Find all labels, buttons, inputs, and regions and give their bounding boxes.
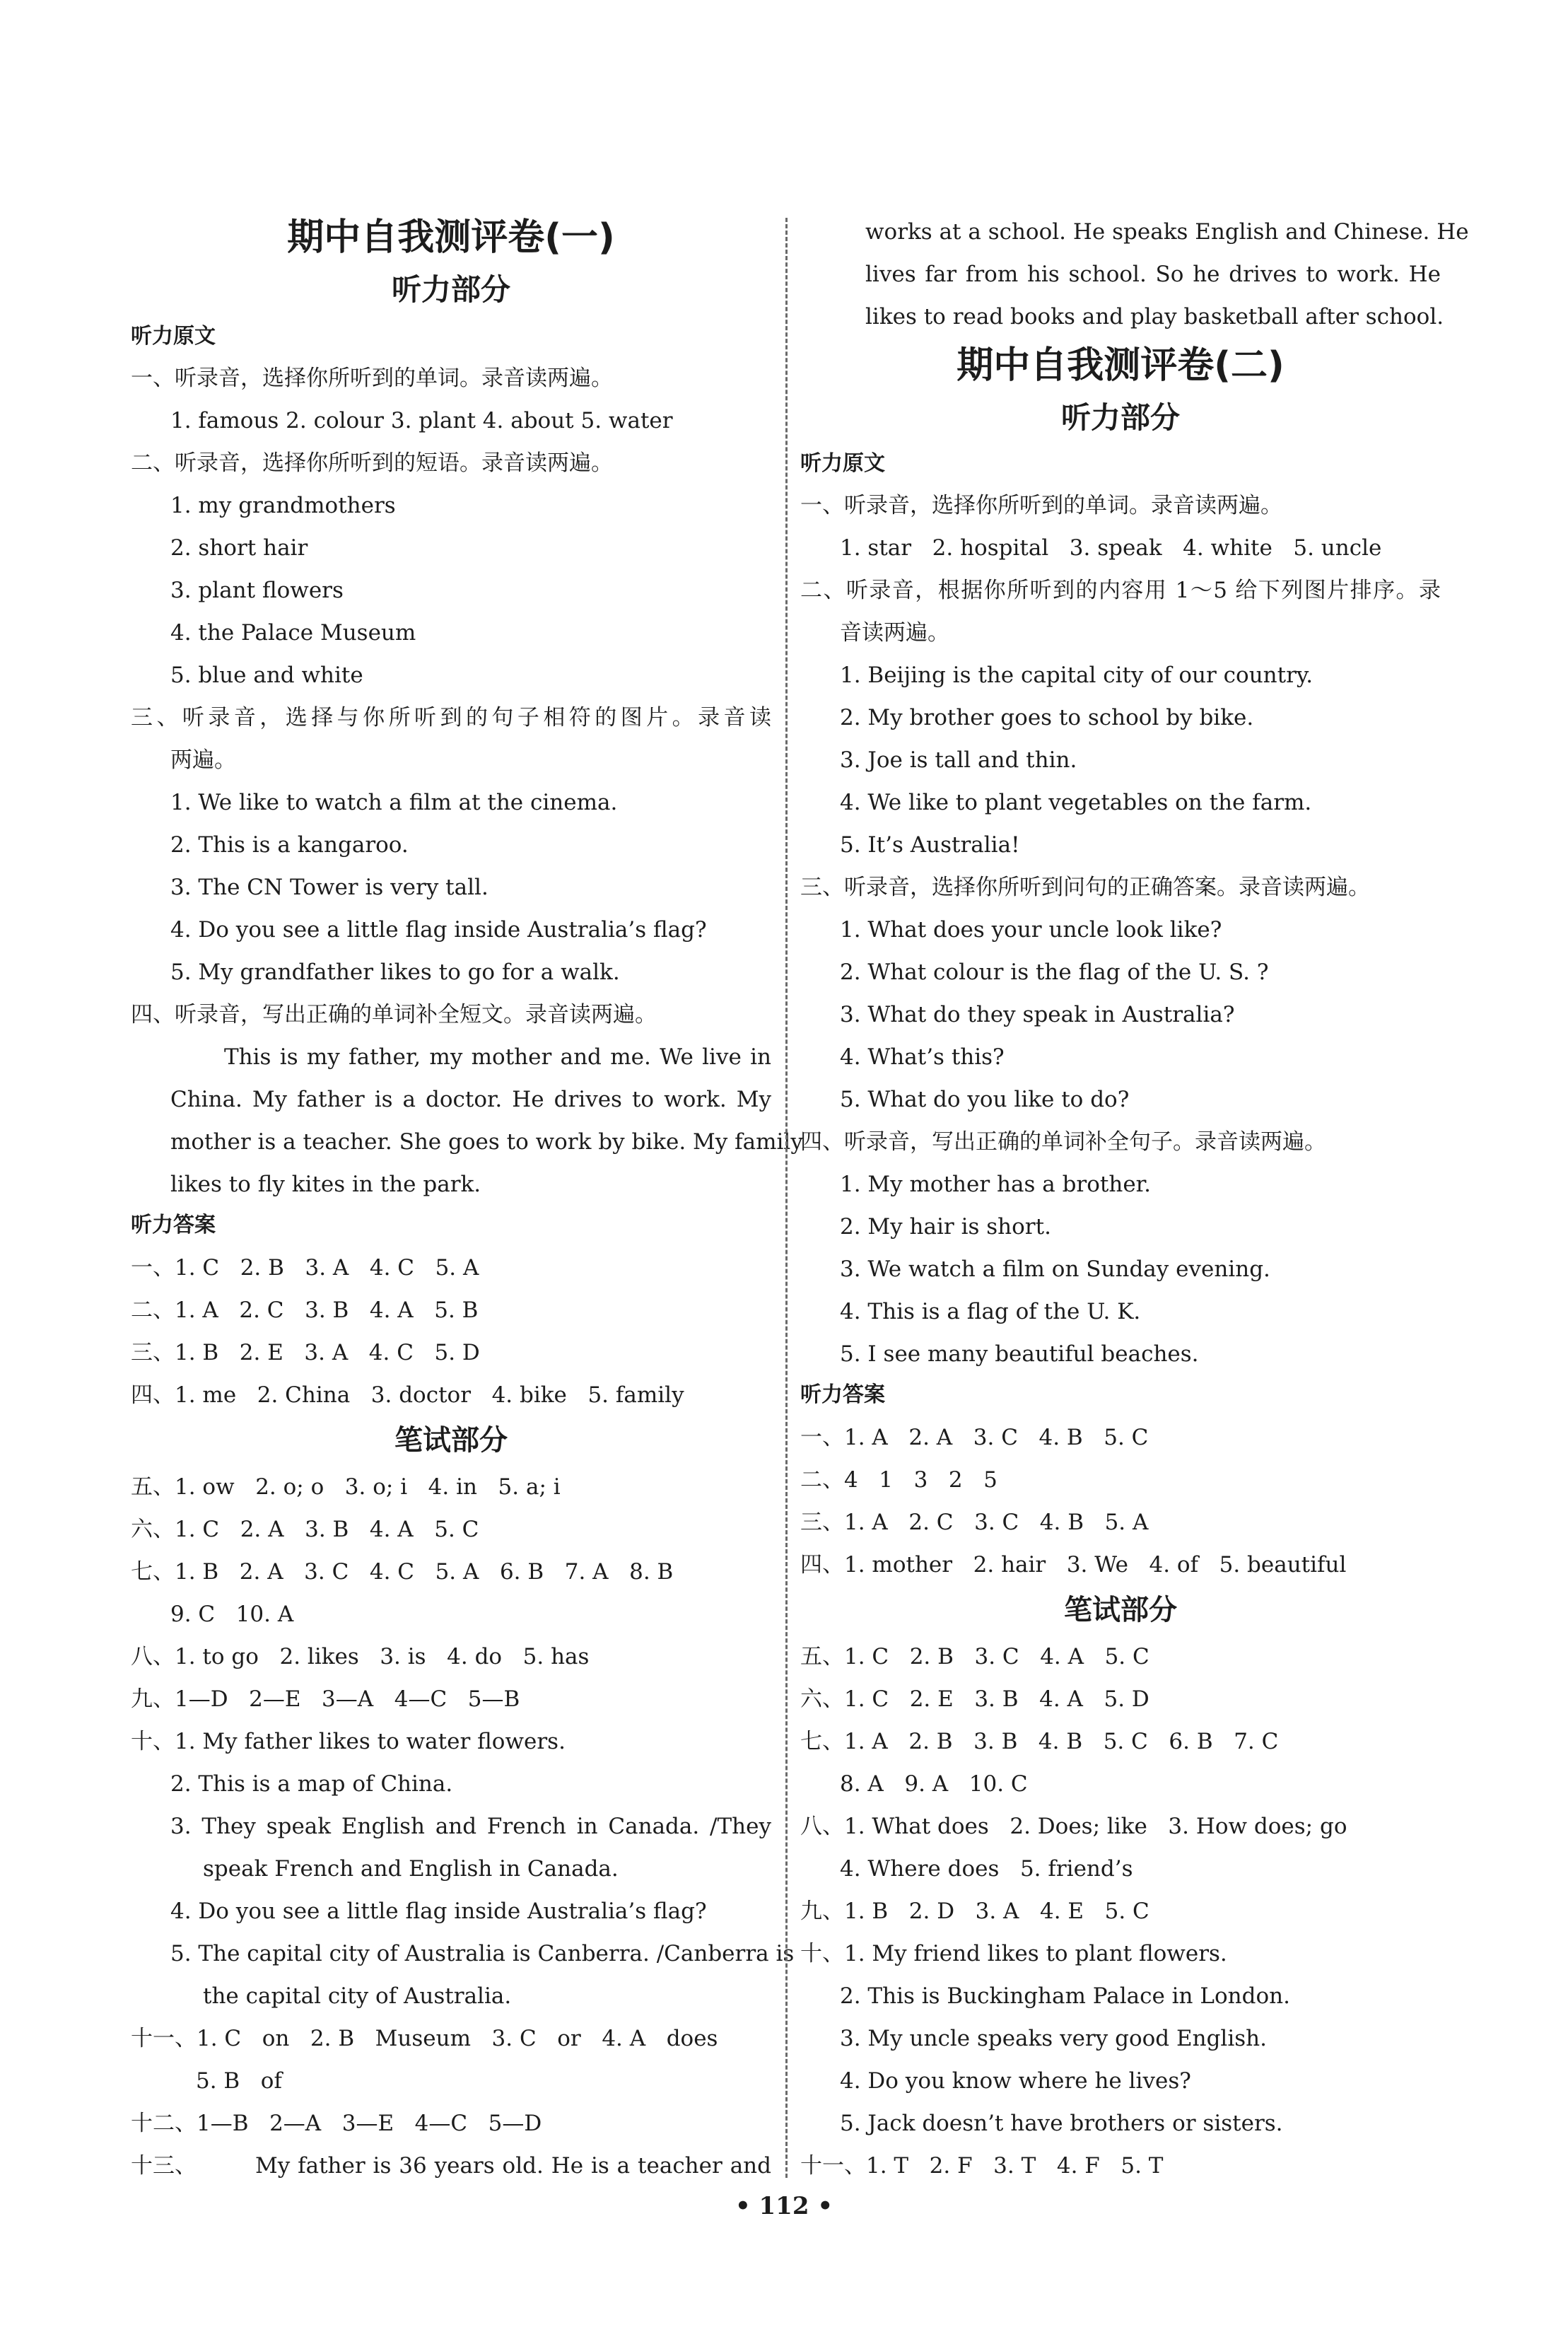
list-item: 2. short hair <box>170 535 308 561</box>
answer-row: 4. Do you see a little flag inside Australia’s flag? <box>170 1899 707 1924</box>
answer-row: 十二、1—B 2—A 3—E 4—C 5—D <box>131 2111 542 2136</box>
list-item: 4. What’s this? <box>840 1044 1005 1070</box>
q1-heading: 一、听录音，选择你所听到的单词。录音读两遍。 <box>800 493 1282 518</box>
list-item: 1. Beijing is the capital city of our country. <box>840 663 1314 688</box>
answer-row: 八、1. What does 2. Does; like 3. How does; go <box>800 1814 1347 1839</box>
q2-heading-cont: 音读两遍。 <box>840 620 949 646</box>
answer-row: 一、1. C 2. B 3. A 4. C 5. A <box>131 1255 479 1281</box>
q3-heading: 三、听录音，选择你所听到问句的正确答案。录音读两遍。 <box>800 875 1370 900</box>
answer-row: 5. Jack doesn’t have brothers or sisters. <box>840 2111 1283 2136</box>
list-item: 3. plant flowers <box>170 578 344 603</box>
q4-heading: 四、听录音，写出正确的单词补全句子。录音读两遍。 <box>800 1129 1326 1155</box>
answer-row: 9. C 10. A <box>170 1602 294 1627</box>
answer-row: 四、1. me 2. China 3. doctor 4. bike 5. family <box>131 1382 684 1408</box>
answers-label: 听力答案 <box>800 1382 885 1407</box>
answer-row: 七、1. B 2. A 3. C 4. C 5. A 6. B 7. A 8. B <box>131 1559 674 1585</box>
answer-row: 5. B of <box>196 2068 282 2094</box>
q3-heading-cont: 两遍。 <box>170 747 236 773</box>
list-item: 2. My brother goes to school by bike. <box>840 705 1254 730</box>
paragraph-line: likes to fly kites in the park. <box>170 1172 481 1197</box>
test-title: 期中自我测评卷(二) <box>956 344 1285 387</box>
answer-row: 五、1. ow 2. o; o 3. o; i 4. in 5. a; i <box>131 1474 561 1500</box>
paragraph-line: lives far from his school. So he drives to work. He <box>865 262 1441 287</box>
q1-items: 1. star 2. hospital 3. speak 4. white 5. uncle <box>840 535 1382 561</box>
list-item: 1. my grandmothers <box>170 493 396 518</box>
paragraph-line: mother is a teacher. She goes to work by bike. My family <box>170 1129 803 1155</box>
answer-row: 三、1. B 2. E 3. A 4. C 5. D <box>131 1340 480 1365</box>
page-number: • 112 • <box>735 2192 833 2220</box>
list-item: 5. What do you like to do? <box>840 1087 1130 1112</box>
list-item: 1. What does your uncle look like? <box>840 917 1222 943</box>
answer-row: 5. The capital city of Australia is Canberra. /Canberra is <box>170 1941 795 1966</box>
list-item: 4. We like to plant vegetables on the farm. <box>840 790 1312 815</box>
answer-row: 4. Do you know where he lives? <box>840 2068 1191 2094</box>
answer-label: 十三、 <box>131 2153 197 2179</box>
list-item: 2. This is a kangaroo. <box>170 832 409 858</box>
answer-row: 二、4 1 3 2 5 <box>800 1467 997 1493</box>
list-item: 2. My hair is short. <box>840 1214 1051 1240</box>
answer-row: 六、1. C 2. E 3. B 4. A 5. D <box>800 1686 1149 1712</box>
listening-heading: 听力部分 <box>391 272 510 307</box>
answer-row: 一、1. A 2. A 3. C 4. B 5. C <box>800 1425 1149 1450</box>
answer-row: 四、1. mother 2. hair 3. We 4. of 5. beautiful <box>800 1552 1347 1578</box>
paragraph-line: works at a school. He speaks English and Chinese. He <box>865 219 1469 245</box>
list-item: 2. What colour is the flag of the U. S. ? <box>840 960 1269 985</box>
answer-row: 2. This is a map of China. <box>170 1771 453 1797</box>
answer-row: 十、1. My friend likes to plant flowers. <box>800 1941 1227 1966</box>
list-item: 3. We watch a film on Sunday evening. <box>840 1257 1270 1282</box>
list-item: 5. blue and white <box>170 663 363 688</box>
listening-heading: 听力部分 <box>1060 400 1180 435</box>
written-heading: 笔试部分 <box>1064 1594 1177 1626</box>
q2-heading: 二、听录音，选择你所听到的短语。录音读两遍。 <box>131 450 613 476</box>
answer-row: 九、1—D 2—E 3—A 4—C 5—B <box>131 1686 520 1712</box>
list-item: 4. Do you see a little flag inside Australia’s flag? <box>170 917 707 943</box>
column-divider <box>785 218 788 2178</box>
written-heading: 笔试部分 <box>394 1424 508 1457</box>
list-item: 3. The CN Tower is very tall. <box>170 875 488 900</box>
paragraph-line: This is my father, my mother and me. We live in <box>224 1044 771 1070</box>
paragraph-line: China. My father is a doctor. He drives to work. My <box>170 1087 771 1112</box>
answers-label: 听力答案 <box>131 1213 216 1237</box>
list-item: 5. My grandfather likes to go for a walk. <box>170 960 620 985</box>
answer-row: 七、1. A 2. B 3. B 4. B 5. C 6. B 7. C <box>800 1729 1279 1754</box>
list-item: 5. I see many beautiful beaches. <box>840 1341 1199 1367</box>
test-title: 期中自我测评卷(一) <box>287 216 615 259</box>
answer-row: 3. My uncle speaks very good English. <box>840 2026 1267 2051</box>
answer-row: 九、1. B 2. D 3. A 4. E 5. C <box>800 1899 1149 1924</box>
q1-heading: 一、听录音，选择你所听到的单词。录音读两遍。 <box>131 366 613 391</box>
answer-row: 3. They speak English and French in Canada. /They <box>170 1814 771 1839</box>
answer-row: 三、1. A 2. C 3. C 4. B 5. A <box>800 1510 1149 1535</box>
list-item: 4. the Palace Museum <box>170 620 416 646</box>
q1-items: 1. famous 2. colour 3. plant 4. about 5. water <box>170 408 673 433</box>
answer-row: 十一、1. C on 2. B Museum 3. C or 4. A does <box>131 2026 718 2051</box>
answer-row: speak French and English in Canada. <box>203 1856 619 1882</box>
q2-heading: 二、听录音，根据你所听到的内容用 1～5 给下列图片排序。录 <box>800 578 1441 603</box>
q4-heading: 四、听录音，写出正确的单词补全短文。录音读两遍。 <box>131 1002 657 1027</box>
transcript-label: 听力原文 <box>131 324 216 349</box>
answer-row: 八、1. to go 2. likes 3. is 4. do 5. has <box>131 1644 590 1669</box>
answer-row: 五、1. C 2. B 3. C 4. A 5. C <box>800 1644 1149 1669</box>
answer-row: My father is 36 years old. He is a teacher and <box>255 2153 771 2179</box>
paragraph-line: likes to read books and play basketball after school. <box>865 304 1444 330</box>
answer-row: 二、1. A 2. C 3. B 4. A 5. B <box>131 1298 479 1323</box>
list-item: 1. My mother has a brother. <box>840 1172 1151 1197</box>
answer-row: 2. This is Buckingham Palace in London. <box>840 1983 1290 2009</box>
answer-row: the capital city of Australia. <box>203 1983 512 2009</box>
q3-heading: 三、听录音，选择与你所听到的句子相符的图片。录音读 <box>131 705 771 730</box>
answer-row: 4. Where does 5. friend’s <box>840 1856 1133 1882</box>
list-item: 5. It’s Australia! <box>840 832 1020 858</box>
list-item: 1. We like to watch a film at the cinema. <box>170 790 618 815</box>
answer-row: 十、1. My father likes to water flowers. <box>131 1729 566 1754</box>
list-item: 4. This is a flag of the U. K. <box>840 1299 1141 1324</box>
transcript-label: 听力原文 <box>800 451 885 476</box>
answer-row: 六、1. C 2. A 3. B 4. A 5. C <box>131 1517 479 1542</box>
answer-row: 十一、1. T 2. F 3. T 4. F 5. T <box>800 2153 1164 2179</box>
answer-row: 8. A 9. A 10. C <box>840 1771 1028 1797</box>
list-item: 3. Joe is tall and thin. <box>840 747 1077 773</box>
list-item: 3. What do they speak in Australia? <box>840 1002 1235 1027</box>
